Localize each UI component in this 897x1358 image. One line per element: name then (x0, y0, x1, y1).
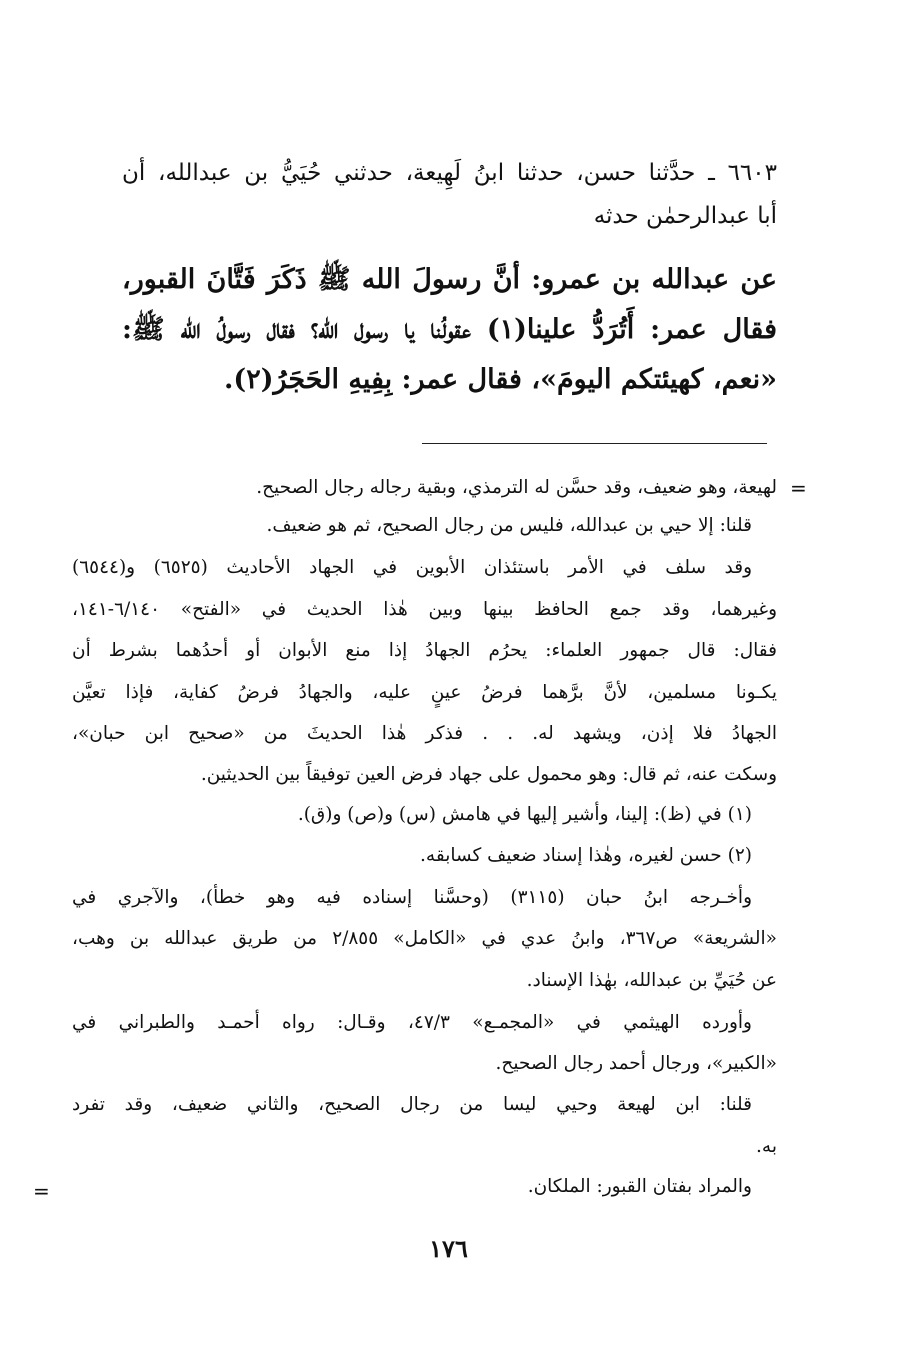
footnote-separator (422, 443, 767, 444)
footnote-line: وسكت عنه، ثم قال: وهو محمول على جهاد فرض العين توفيقاً بين الحديثين. (200, 764, 777, 785)
hadith-matn-line-1: عن عبدالله بن عمرو: أنَّ رسولَ الله ﷺ ذَكَرَ فَتَّانَ القبور، (122, 264, 777, 295)
footnote-line: لهيعة، وهو ضعيف، وقد حسَّن له الترمذي، وبقية رجاله رجال الصحيح. (256, 477, 777, 498)
footnote-line: الجهادُ فلا إذن، ويشهد له. . . فذكر هٰذا الحديثَ من «صحيح ابن حبان»، (72, 723, 777, 744)
footnote-line: قلنا: ابن لهيعة وحيي ليسا من رجال الصحيح، والثاني ضعيف، وقد تفرد (72, 1094, 752, 1115)
page-number: ١٧٦ (429, 1234, 468, 1263)
footnote-line: «الكبير»، ورجال أحمد رجال الصحيح. (495, 1053, 777, 1074)
footnote-end-marker: = (33, 1179, 50, 1203)
footnote-continuation-marker: = (790, 476, 807, 500)
footnote-1: (١) في (ظ): إلينا، وأشير إليها في هامش (س) و(ص) و(ق). (297, 804, 752, 825)
footnote-line: وغيرهما، وقد جمع الحافظ بينها وبين هٰذا الحديث في «الفتح» ٦/١٤٠-١٤١، (72, 599, 777, 620)
footnote-line: وأورده الهيثمي في «المجمـع» ٤٧/٣، وقـال: رواه أحمـد والطبراني في (72, 1012, 752, 1033)
footnote-line: به. (756, 1136, 777, 1157)
hadith-matn-line-2: فقال عمر: أَتُرَدُّ علينا(١) عقولُنا يا رسول الله؟ فقال رسولُ الله ﷺ: (122, 314, 777, 345)
hadith-isnad-line-2: أبا عبدالرحمٰن حدثه (593, 203, 777, 229)
footnote-line: فقال: قال جمهور العلماء: يحرُم الجهادُ إذا منع الأبوان أو أحدُهما بشرط أن (72, 640, 777, 661)
footnote-2: (٢) حسن لغيره، وهٰذا إسناد ضعيف كسابقه. (420, 845, 752, 866)
footnote-line: «الشريعة» ص٣٦٧، وابنُ عدي في «الكامل» ٢/٨٥٥ من طريق عبدالله بن وهب، (72, 928, 777, 949)
footnote-line: وقد سلف في الأمر باستئذان الأبوين في الجهاد الأحاديث (٦٥٢٥) و(٦٥٤٤) (72, 557, 752, 578)
hadith-matn-line-3: «نعم، كهيئتكم اليومَ»، فقال عمر: بِفِيهِ الحَجَرُ(٢). (224, 364, 777, 395)
footnote-line: وأخـرجه ابنُ حبان (٣١١٥) (وحسَّنا إسناده فيه وهو خطأ)، والآجري في (72, 887, 752, 908)
footnote-line: عن حُيَيِّ بن عبدالله، بهٰذا الإسناد. (526, 970, 777, 991)
footnote-line: يكـونا مسلمين، لأنَّ برَّهما فرضُ عينٍ عليه، والجهادُ فرضُ كفاية، فإذا تعيَّن (72, 682, 777, 703)
footnote-line: والمراد بفتان القبور: الملكان. (527, 1176, 752, 1197)
footnote-line: قلنا: إلا حيي بن عبدالله، فليس من رجال الصحيح، ثم هو ضعيف. (266, 515, 752, 536)
hadith-isnad-line-1: ٦٦٠٣ ـ حدَّثنا حسن، حدثنا ابنُ لَهِيعة، حدثني حُيَيُّ بن عبدالله، أن (122, 160, 777, 186)
